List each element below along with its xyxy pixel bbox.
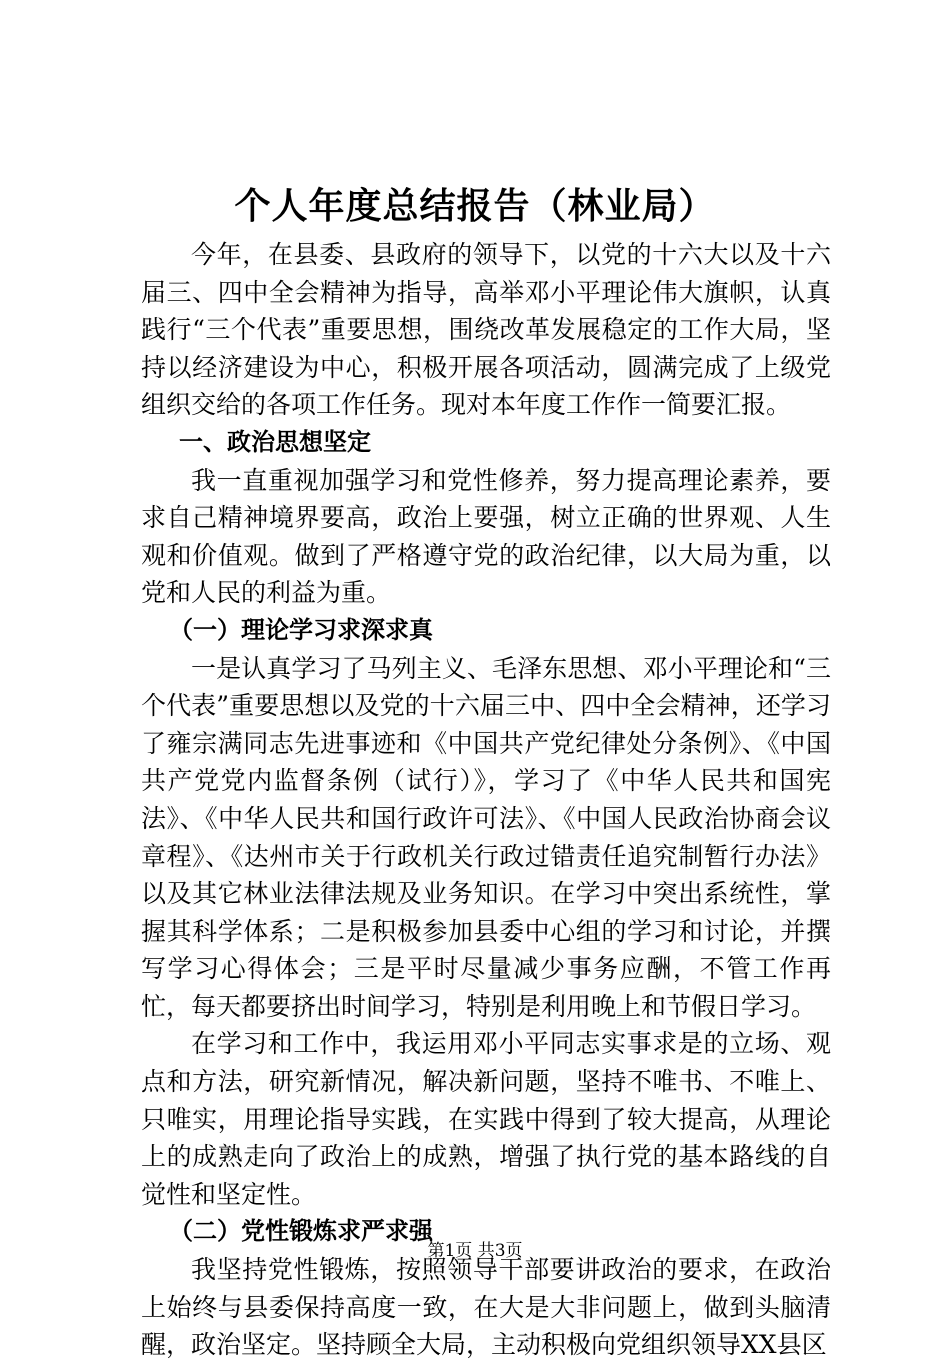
subsection-heading-party-spirit: （二）党性锻炼求严求强	[169, 1217, 433, 1246]
subsection-paragraph-party-spirit: 我坚持党性锻炼，按照领导干部要讲政治的要求，在政治上始终与县委保持高度一致，在大是大非问题上，做到头脑清醒，政治坚定。坚持顾全大局，主动积极向党组织领导XX县区	[141, 1255, 831, 1360]
page-footer: 第1页 共3页	[427, 1241, 523, 1261]
intro-paragraph: 今年，在县委、县政府的领导下，以党的十六大以及十六届三、四中全会精神为指导，高举邓小平理论伟大旗帜，认真践行“三个代表”重要思想，围绕改革发展稳定的工作大局，坚持以经济建设为中心，积极开展各项活动，圆满完成了上级党组织交给的各项工作任务。现对本年度工作作一简要汇报。	[141, 240, 831, 420]
subsection-paragraph-theory-2: 在学习和工作中，我运用邓小平同志实事求是的立场、观点和方法，研究新情况，解决新问题，坚持不唯书、不唯上、只唯实，用理论指导实践，在实践中得到了较大提高，从理论上的成熟走向了政治上的成熟，增强了执行党的基本路线的自觉性和坚定性。	[141, 1029, 831, 1209]
document-title: 个人年度总结报告（林业局）	[234, 186, 716, 227]
subsection-heading-theory: （一）理论学习求深求真	[169, 615, 433, 644]
section-paragraph-politics: 我一直重视加强学习和党性修养，努力提高理论素养，要求自己精神境界要高，政治上要强，树立正确的世界观、人生观和价值观。做到了严格遵守党的政治纪律，以大局为重，以党和人民的利益为重。	[141, 465, 831, 608]
subsection-paragraph-theory-1: 一是认真学习了马列主义、毛泽东思想、邓小平理论和“三个代表”重要思想以及党的十六届三中、四中全会精神，还学习了雍宗满同志先进事迹和《中国共产党纪律处分条例》、《中国共产党党内监督条例（试行）》，学习了《中华人民共和国宪法》、《中华人民共和国行政许可法》、《中国人民政治协商会议章程》、《达州市关于行政机关行政过错责任追究制暂行办法》以及其它林业法律法规及业务知识。在学习中突出系统性，掌握其科学体系；二是积极参加县委中心组的学习和讨论，并撰写学习心得体会；三是平时尽量减少事务应酬，不管工作再忙，每天都要挤出时间学习，特别是利用晚上和节假日学习。	[141, 653, 831, 1021]
section-heading-politics: 一、政治思想坚定	[179, 427, 371, 456]
document-body	[141, 236, 831, 1364]
